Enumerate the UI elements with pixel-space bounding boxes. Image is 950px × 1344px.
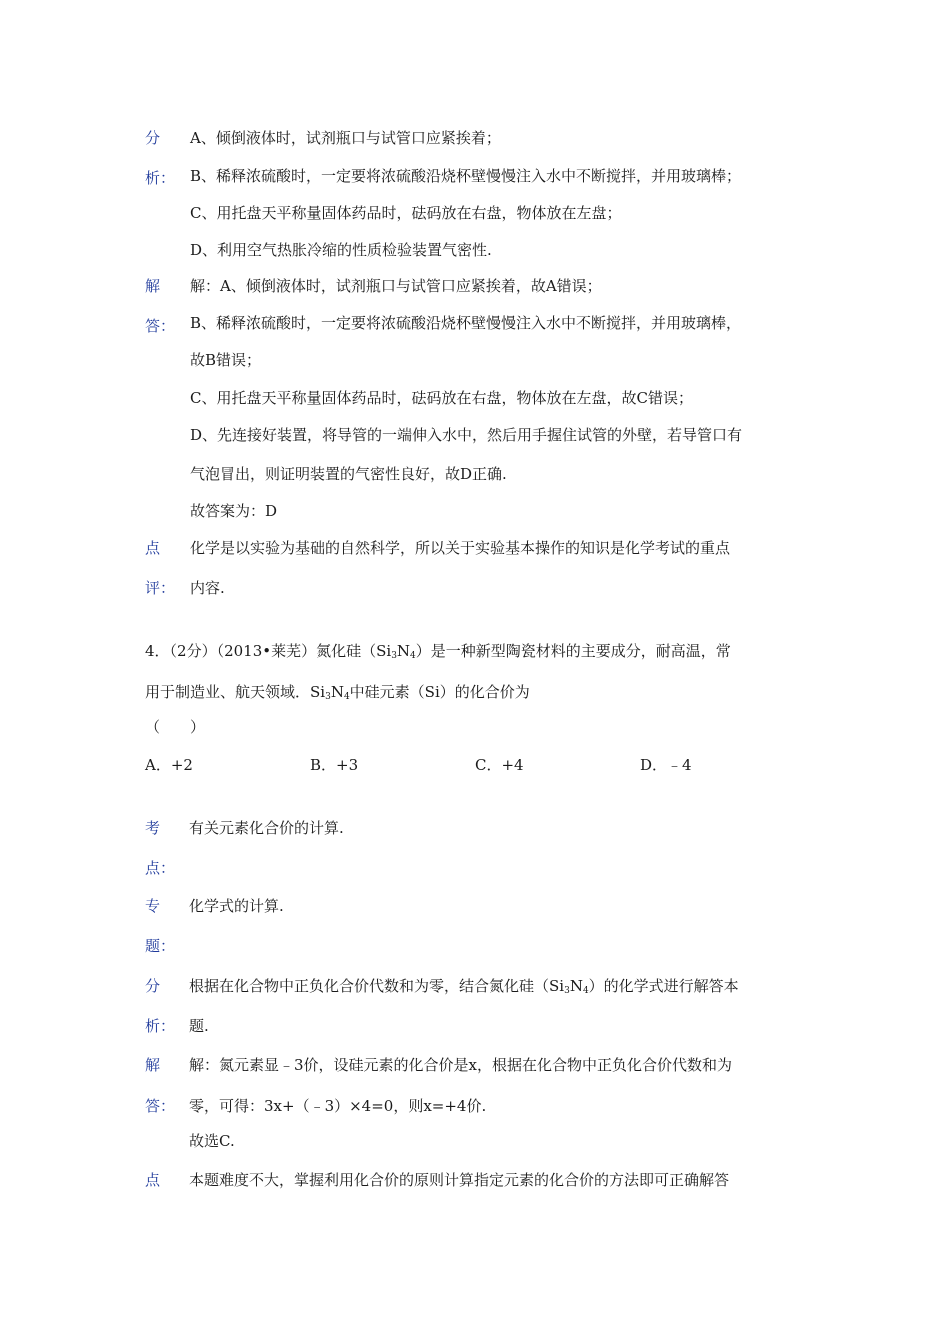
option-a: A．+2	[145, 756, 193, 774]
answer-2-line-2: 零，可得：3x+（﹣3）×4=0，则x=+4价.	[189, 1097, 487, 1115]
comment-2-line-1: 本题难度不大，掌握利用化合价的原则计算指定元素的化合价的方法即可正确解答	[189, 1171, 730, 1189]
analysis-line-3: C、用托盘天平称量固体药品时，砝码放在右盘，物体放在左盘；	[190, 204, 622, 222]
answer-line-1: 解：A、倾倒液体时，试剂瓶口与试管口应紧挨着，故A错误；	[190, 277, 602, 295]
label-jie: 解	[145, 277, 161, 295]
analysis-line-1: A、倾倒液体时，试剂瓶口与试管口应紧挨着；	[190, 129, 501, 147]
label-fen-2: 分	[145, 977, 161, 995]
label-jie-2: 解	[145, 1056, 161, 1074]
kaodian-text: 有关元素化合价的计算.	[189, 819, 344, 837]
question-4-line-2: 用于制造业、航天领域．$Si_3N_4$中硅元素（Si）的化合价为	[145, 683, 530, 702]
answer-2-line-3: 故选C.	[189, 1132, 235, 1150]
analysis-2-line-2: 题.	[189, 1017, 209, 1035]
label-kao: 考	[145, 819, 161, 837]
label-zhuan: 专	[145, 897, 161, 915]
answer-line-7: 故答案为：D	[190, 502, 278, 520]
answer-line-4: C、用托盘天平称量固体药品时，砝码放在右盘，物体放在左盘，故C错误；	[190, 389, 693, 407]
label-xi: 析：	[145, 169, 176, 187]
zhuanti-text: 化学式的计算.	[189, 897, 284, 915]
analysis-line-4: D、利用空气热胀冷缩的性质检验装置气密性.	[190, 241, 492, 259]
comment-line-2: 内容.	[190, 579, 225, 597]
question-4-line-1: 4．（2分）（2013•莱芜）氮化硅$(Si_3N_4)$是一种新型陶瓷材料的主要成分，耐高温，常	[145, 642, 731, 661]
label-dian-2: 点	[145, 1171, 161, 1189]
label-da-2: 答：	[145, 1097, 176, 1115]
answer-line-2: B、稀释浓硫酸时，一定要将浓硫酸沿烧杯壁慢慢注入水中不断搅拌，并用玻璃棒，	[190, 314, 742, 332]
label-dian-1: 点：	[145, 859, 176, 877]
analysis-2-line-1: 根据在化合物中正负化合价代数和为零，结合氮化硅$(Si_3N_4)$的化学式进行解答本	[189, 977, 739, 996]
label-xi-2: 析：	[145, 1017, 176, 1035]
comment-line-1: 化学是以实验为基础的自然科学，所以关于实验基本操作的知识是化学考试的重点	[190, 539, 731, 557]
label-da: 答：	[145, 317, 176, 335]
label-fen: 分	[145, 129, 161, 147]
answer-2-line-1: 解：氮元素显﹣3价，设硅元素的化合价是x，根据在化合物中正负化合价代数和为	[189, 1056, 733, 1074]
label-dian: 点	[145, 539, 161, 557]
label-ti: 题：	[145, 937, 176, 955]
option-b: B．+3	[310, 756, 359, 774]
label-ping: 评：	[145, 579, 176, 597]
answer-line-5: D、先连接好装置，将导管的一端伸入水中，然后用手握住试管的外壁，若导管口有	[190, 426, 743, 444]
answer-line-3: 故B错误；	[190, 351, 262, 369]
option-d: D．﹣4	[640, 756, 692, 774]
answer-blank: （ ）	[145, 718, 206, 736]
analysis-line-2: B、稀释浓硫酸时，一定要将浓硫酸沿烧杯壁慢慢注入水中不断搅拌，并用玻璃棒；	[190, 167, 742, 185]
answer-line-6: 气泡冒出，则证明装置的气密性良好，故D正确.	[190, 465, 507, 483]
option-c: C．+4	[475, 756, 524, 774]
